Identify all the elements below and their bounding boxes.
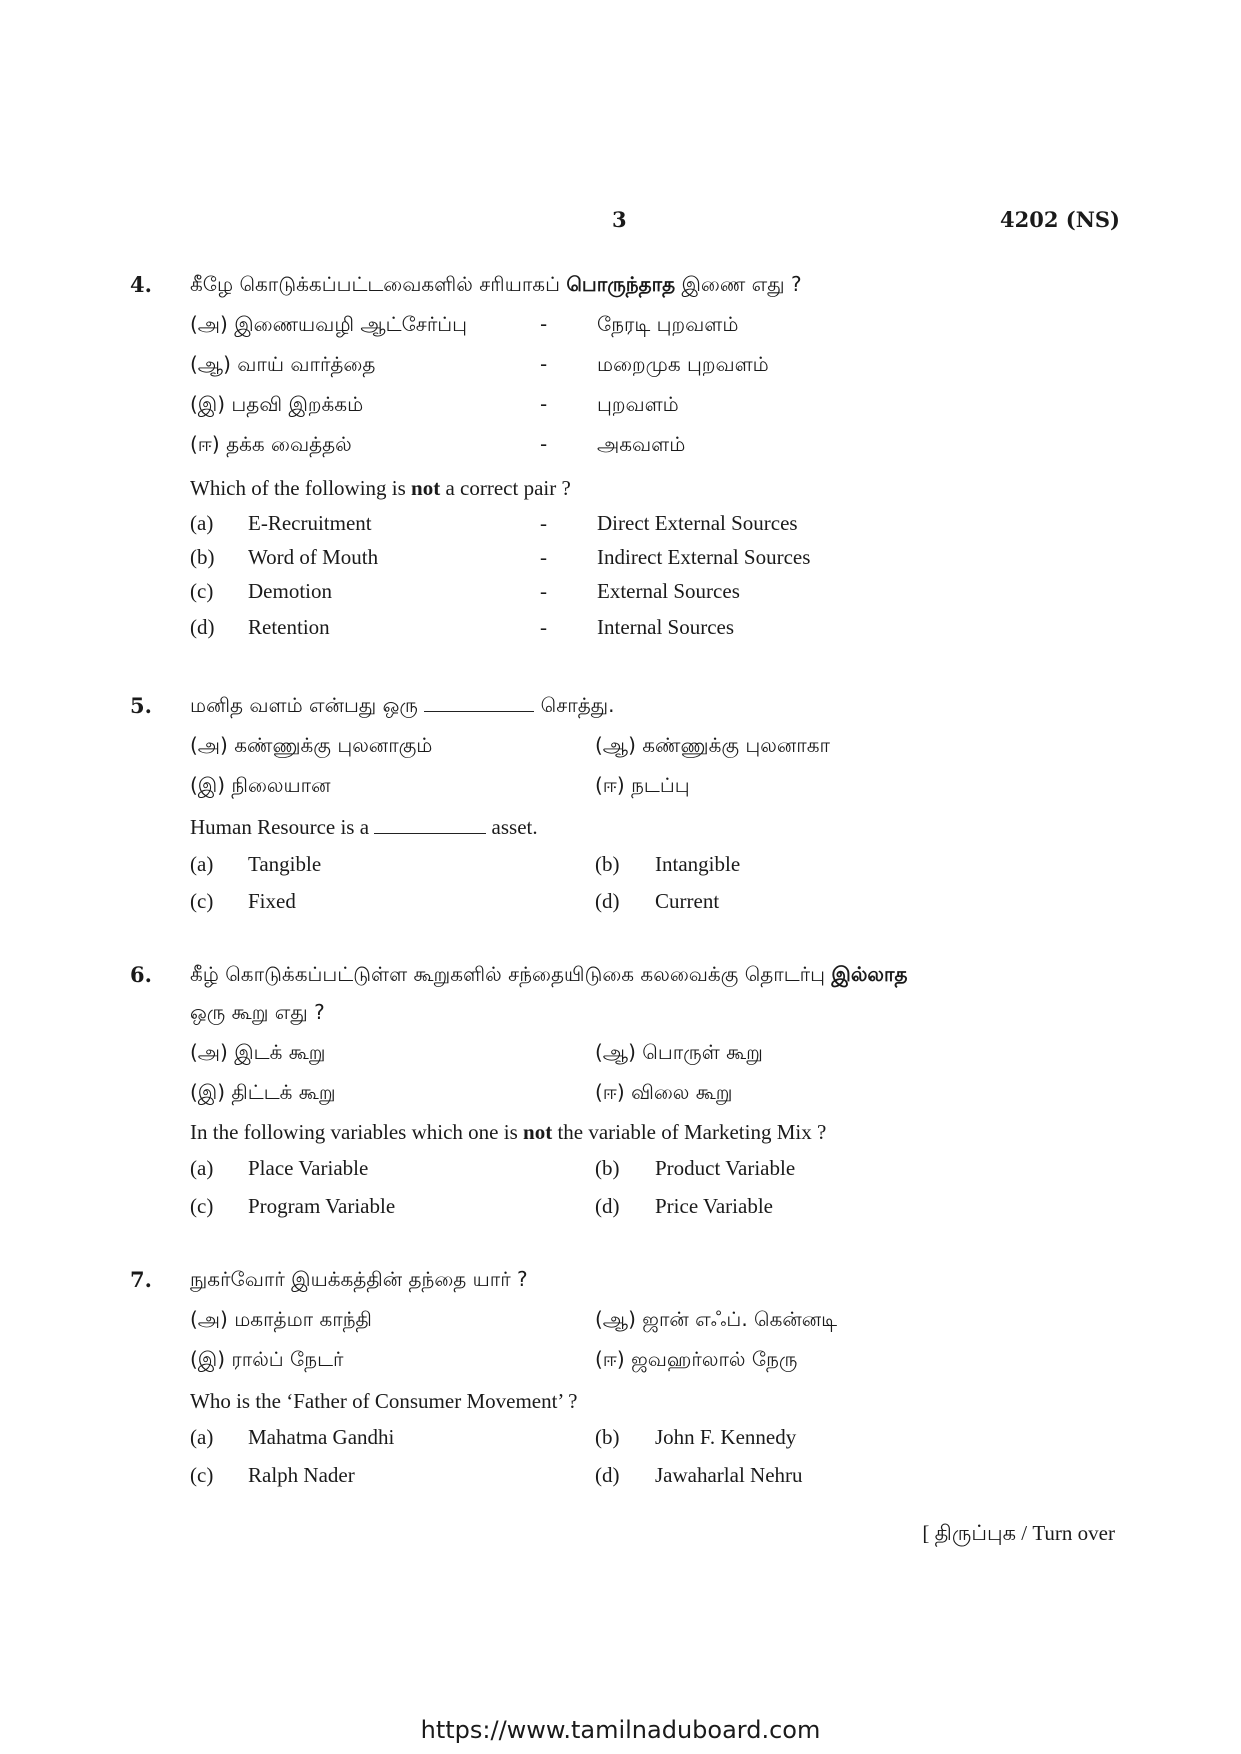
option-label: (b) bbox=[595, 852, 620, 876]
option-label: (d) bbox=[595, 1463, 620, 1487]
option-row: (ஆ) கண்ணுக்கு புலனாகா bbox=[595, 733, 830, 757]
option-row: (அ) கண்ணுக்கு புலனாகும் bbox=[190, 733, 433, 757]
option-label: (c) bbox=[190, 1463, 214, 1487]
option-label: (c) bbox=[190, 889, 214, 913]
option-text: Ralph Nader bbox=[248, 1463, 355, 1487]
option-text: Intangible bbox=[655, 852, 741, 876]
option-text: Mahatma Gandhi bbox=[248, 1425, 395, 1449]
option-dash: - bbox=[540, 312, 548, 336]
option-dash: - bbox=[540, 545, 547, 569]
question-text-english: Who is the ‘Father of Consumer Movement’ ? bbox=[190, 1389, 578, 1413]
option-match: Internal Sources bbox=[597, 615, 735, 639]
question-number: 5. bbox=[130, 693, 152, 718]
option-text: Jawaharlal Nehru bbox=[655, 1463, 803, 1487]
option-row: (அ) இடக் கூறு bbox=[190, 1040, 326, 1064]
option-label: (d) bbox=[190, 615, 215, 639]
option-match: Indirect External Sources bbox=[597, 545, 811, 569]
option-row: (ஆ) வாய் வார்த்தை bbox=[190, 352, 376, 376]
answer-blank bbox=[374, 832, 486, 834]
question-text-english: Human Resource is a asset. bbox=[190, 815, 538, 839]
question-text-tamil: கீழே கொடுக்கப்பட்டவைகளில் சரியாகப் பொருந்தாத இணை எது ? bbox=[190, 272, 802, 296]
option-match: அகவளம் bbox=[597, 432, 686, 456]
option-label: (d) bbox=[595, 889, 620, 913]
option-row: (ஆ) ஜான் எஃப். கென்னடி bbox=[595, 1307, 838, 1331]
option-text: John F. Kennedy bbox=[655, 1425, 797, 1449]
option-text: Word of Mouth bbox=[248, 545, 379, 569]
option-label: (a) bbox=[190, 1156, 214, 1180]
option-dash: - bbox=[540, 511, 547, 535]
question-number: 4. bbox=[130, 272, 152, 297]
option-text: Tangible bbox=[248, 852, 322, 876]
option-label: (c) bbox=[190, 1194, 214, 1218]
question-text-tamil: நுகர்வோர் இயக்கத்தின் தந்தை யார் ? bbox=[190, 1267, 528, 1291]
option-row: (ஆ) பொருள் கூறு bbox=[595, 1040, 763, 1064]
option-match: நேரடி புறவளம் bbox=[597, 312, 739, 336]
option-dash: - bbox=[540, 432, 548, 456]
option-row: (இ) பதவி இறக்கம் bbox=[190, 392, 364, 416]
option-row: (இ) நிலையான bbox=[190, 773, 331, 797]
option-text: Place Variable bbox=[248, 1156, 369, 1180]
option-row: (இ) திட்டக் கூறு bbox=[190, 1080, 336, 1104]
option-match: Direct External Sources bbox=[597, 511, 798, 535]
page-number: 3 bbox=[612, 207, 627, 232]
option-label: (b) bbox=[595, 1156, 620, 1180]
option-row: (இ) ரால்ப் நேடர் bbox=[190, 1347, 344, 1371]
option-text: Retention bbox=[248, 615, 330, 639]
option-dash: - bbox=[540, 352, 548, 376]
option-text: Fixed bbox=[248, 889, 296, 913]
option-row: (ஈ) நடப்பு bbox=[595, 773, 690, 797]
answer-blank bbox=[424, 710, 534, 712]
option-label: (c) bbox=[190, 579, 214, 603]
option-row: (ஈ) ஜவஹர்லால் நேரு bbox=[595, 1347, 798, 1371]
option-label: (b) bbox=[595, 1425, 620, 1449]
option-row: (அ) மகாத்மா காந்தி bbox=[190, 1307, 372, 1331]
question-number: 6. bbox=[130, 962, 152, 987]
option-match: புறவளம் bbox=[597, 392, 679, 416]
option-match: External Sources bbox=[597, 579, 740, 603]
option-dash: - bbox=[540, 615, 547, 639]
question-number: 7. bbox=[130, 1267, 152, 1292]
option-row: (ஈ) தக்க வைத்தல் bbox=[190, 432, 352, 456]
option-text: E-Recruitment bbox=[248, 511, 372, 535]
paper-code: 4202 (NS) bbox=[1000, 207, 1120, 232]
option-label: (a) bbox=[190, 1425, 214, 1449]
question-text-english: Which of the following is not a correct pair ? bbox=[190, 476, 571, 500]
question-text-tamil: கீழ் கொடுக்கப்பட்டுள்ள கூறுகளில் சந்தையிடுகை கலவைக்கு தொடர்பு இல்லாத bbox=[190, 962, 908, 986]
option-label: (a) bbox=[190, 852, 214, 876]
option-row: (ஈ) விலை கூறு bbox=[595, 1080, 733, 1104]
option-dash: - bbox=[540, 392, 548, 416]
option-match: மறைமுக புறவளம் bbox=[597, 352, 769, 376]
option-dash: - bbox=[540, 579, 547, 603]
option-text: Demotion bbox=[248, 579, 332, 603]
turn-over-note: [ திருப்புக / Turn over bbox=[922, 1521, 1115, 1545]
footer-url[interactable]: https://www.tamilnaduboard.com bbox=[420, 1716, 821, 1744]
option-label: (b) bbox=[190, 545, 215, 569]
question-text-english: In the following variables which one is not the variable of Marketing Mix ? bbox=[190, 1120, 827, 1144]
option-text: Price Variable bbox=[655, 1194, 773, 1218]
option-text: Product Variable bbox=[655, 1156, 796, 1180]
option-label: (a) bbox=[190, 511, 214, 535]
option-row: (அ) இணையவழி ஆட்சேர்ப்பு bbox=[190, 312, 468, 336]
question-text-tamil-line2: ஒரு கூறு எது ? bbox=[190, 1000, 325, 1024]
option-label: (d) bbox=[595, 1194, 620, 1218]
question-text-tamil: மனித வளம் என்பது ஒரு சொத்து. bbox=[190, 693, 615, 717]
option-text: Program Variable bbox=[248, 1194, 396, 1218]
option-text: Current bbox=[655, 889, 720, 913]
